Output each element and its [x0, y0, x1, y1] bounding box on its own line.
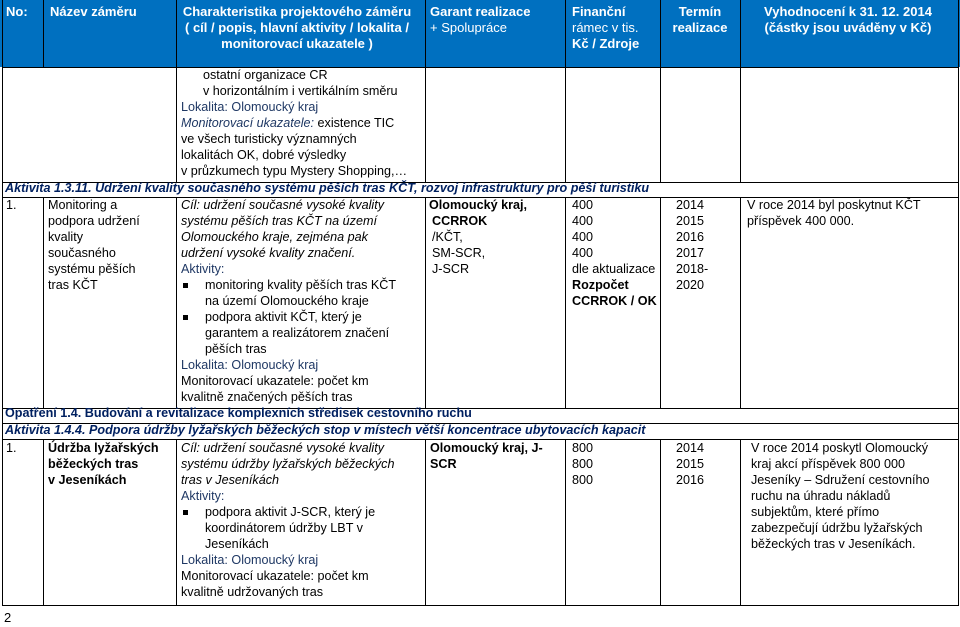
- row1-bullet-1-cont: na území Olomouckého kraje: [205, 294, 369, 308]
- bullet-icon: [183, 283, 188, 288]
- row2-location: Lokalita: Olomoucký kraj: [181, 553, 319, 567]
- bullet-icon: [183, 315, 188, 320]
- row1-no: 1.: [6, 198, 17, 212]
- row1-indicator: Monitorovací ukazatele: počet km: [181, 374, 369, 388]
- top-indicator-4: v průzkumech typu Mystery Shopping,…: [181, 164, 408, 178]
- activity-1-3-11: Aktivita 1.3.11. Udržení kvality současného systému pěších tras KČT, rozvoj infrastruktury pro pěší turistiku: [5, 181, 650, 195]
- row2-no: 1.: [6, 441, 17, 455]
- top-location: Lokalita: Olomoucký kraj: [181, 100, 319, 114]
- header-guarantor: Garant realizace + Spolupráce: [430, 4, 531, 35]
- row2-bullet-1: podpora aktivit J-SCR, který je: [205, 505, 376, 519]
- header-name: Název záměru: [50, 4, 137, 19]
- row1-bullet-1: monitoring kvality pěších tras KČT: [205, 278, 397, 292]
- header-characteristics: Charakteristika projektového záměru ( cíl / popis, hlavní aktivity / lokalita / monitorovací ukazatele ): [182, 4, 412, 51]
- top-indicator-3: lokalitách OK, dobré výsledky: [181, 148, 347, 162]
- row2-bullet-1-cont: koordinátorem údržby LBT v: [205, 521, 363, 535]
- row2-activities-label: Aktivity:: [181, 489, 225, 503]
- header-finance: Finanční rámec v tis. Kč / Zdroje: [572, 4, 640, 51]
- measure-1-4: Opatření 1.4. Budování a revitalizace komplexních středisek cestovního ruchu: [5, 406, 472, 420]
- row2-indicator: Monitorovací ukazatele: počet km: [181, 569, 369, 583]
- row2-bullet-1-cont2: Jeseníkách: [205, 537, 269, 551]
- bullet-icon: [183, 510, 188, 515]
- header-no: No:: [6, 4, 28, 19]
- row1-bullet-2: podpora aktivit KČT, který je: [205, 310, 362, 324]
- row1-location: Lokalita: Olomoucký kraj: [181, 358, 319, 372]
- row1-bullet-2-cont2: pěších tras: [205, 342, 267, 356]
- row2-indicator-2: kvalitně udržovaných tras: [181, 585, 324, 599]
- page-number: 2: [4, 610, 12, 625]
- top-indicator-2: ve všech turisticky významných: [181, 132, 357, 146]
- activity-1-4-4: Aktivita 1.4.4. Podpora údržby lyžařských běžeckých stop v místech větší koncentrace ubytovacích kapacit: [5, 423, 646, 437]
- top-line-2: v horizontálním i vertikálním směru: [203, 84, 398, 98]
- row1-activities-label: Aktivity:: [181, 262, 225, 276]
- top-line-1: ostatní organizace CR: [203, 68, 328, 82]
- row1-indicator-2: kvalitně značených pěších tras: [181, 390, 353, 404]
- top-indicator: Monitorovací ukazatele: existence TIC: [181, 116, 395, 130]
- header-evaluation: Vyhodnocení k 31. 12. 2014 (částky jsou uváděny v Kč): [764, 4, 932, 35]
- header-term: Termín realizace: [672, 4, 728, 35]
- row1-bullet-2-cont: garantem a realizátorem značení: [205, 326, 390, 340]
